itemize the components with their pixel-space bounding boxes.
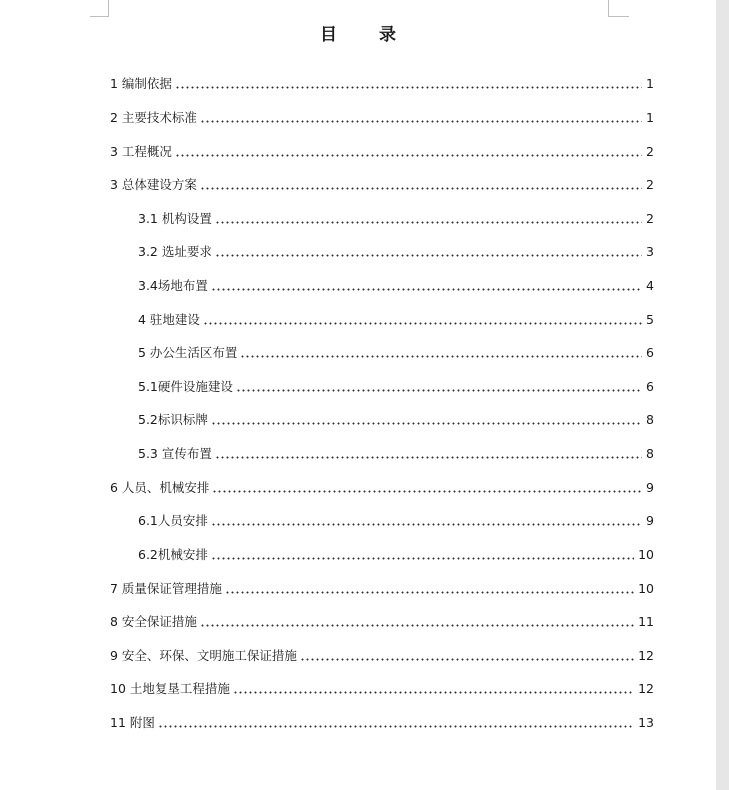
toc-leader-dots (200, 187, 642, 190)
toc-entry-label: 10 土地复垦工程措施 (110, 681, 230, 696)
toc-entry-page: 12 (638, 681, 654, 696)
toc-leader-dots (211, 422, 642, 425)
toc-entry-label: 7 质量保证管理措施 (110, 581, 222, 596)
toc-entry-page: 2 (646, 177, 654, 192)
toc-entry[interactable] (138, 444, 654, 464)
toc-leader-dots (211, 523, 642, 526)
toc-entry-page: 13 (638, 715, 654, 730)
toc-entry[interactable] (138, 511, 654, 531)
toc-entry-label: 4 驻地建设 (138, 312, 200, 327)
toc-entry-label: 3 总体建设方案 (110, 177, 197, 192)
toc-entry[interactable] (138, 545, 654, 565)
toc-entry-label: 9 安全、环保、文明施工保证措施 (110, 648, 297, 663)
margin-corner-mark-right (608, 0, 629, 17)
toc-entry[interactable] (138, 242, 654, 262)
toc-leader-dots (240, 355, 642, 358)
toc-entry-label: 1 编制依据 (110, 76, 172, 91)
toc-entry-label: 3.1 机构设置 (138, 211, 212, 226)
toc-entry[interactable] (138, 410, 654, 430)
toc-entry-label: 3 工程概况 (110, 144, 172, 159)
toc-entry-label: 6 人员、机械安排 (110, 480, 210, 495)
toc-entry-page: 11 (638, 614, 654, 629)
toc-entry[interactable] (138, 276, 654, 296)
toc-entry-label: 11 附图 (110, 715, 155, 730)
toc-entry[interactable] (110, 679, 654, 699)
toc-leader-dots (236, 389, 642, 392)
toc-entry[interactable] (110, 612, 654, 632)
toc-entry[interactable] (110, 478, 654, 498)
toc-entry-page: 1 (646, 110, 654, 125)
toc-entry-page: 10 (638, 547, 654, 562)
toc-leader-dots (203, 322, 642, 325)
toc-entry-page: 4 (646, 278, 654, 293)
toc-entry-label: 2 主要技术标准 (110, 110, 197, 125)
toc-leader-dots (215, 456, 642, 459)
toc-leader-dots (211, 557, 634, 560)
toc-entry-label: 3.4场地布置 (138, 278, 208, 293)
toc-leader-dots (211, 288, 642, 291)
toc-entry-page: 10 (638, 581, 654, 596)
margin-corner-mark-left (90, 0, 109, 17)
toc-leader-dots (200, 624, 634, 627)
toc-entry-page: 8 (646, 412, 654, 427)
toc-entry[interactable] (138, 377, 654, 397)
toc-leader-dots (300, 658, 634, 661)
toc-entry-page: 9 (646, 513, 654, 528)
toc-entry-page: 2 (646, 211, 654, 226)
toc-leader-dots (175, 154, 642, 157)
toc-entry-label: 5.3 宣传布置 (138, 446, 212, 461)
toc-entry-page: 3 (646, 244, 654, 259)
toc-entry[interactable] (110, 646, 654, 666)
window-side-gutter (716, 0, 729, 790)
toc-leader-dots (215, 221, 642, 224)
toc-entry-label: 5.2标识标牌 (138, 412, 208, 427)
toc-entry-page: 1 (646, 76, 654, 91)
toc-entry-page: 8 (646, 446, 654, 461)
toc-leader-dots (200, 120, 642, 123)
toc-entry-page: 5 (646, 312, 654, 327)
toc-entry[interactable] (138, 209, 654, 229)
toc-leader-dots (175, 86, 642, 89)
toc-leader-dots (233, 691, 634, 694)
toc-entry-page: 6 (646, 345, 654, 360)
toc-entry[interactable] (110, 713, 654, 733)
toc-entry-label: 6.1人员安排 (138, 513, 208, 528)
toc-entry-page: 2 (646, 144, 654, 159)
toc-leader-dots (158, 725, 634, 728)
toc-entry-label: 5.1硬件设施建设 (138, 379, 233, 394)
toc-entry[interactable] (110, 74, 654, 94)
toc-entry[interactable] (110, 108, 654, 128)
toc-entry-label: 6.2机械安排 (138, 547, 208, 562)
toc-entry-label: 5 办公生活区布置 (138, 345, 238, 360)
toc-leader-dots (212, 490, 642, 493)
toc-entry[interactable] (138, 343, 654, 363)
toc-entry[interactable] (110, 142, 654, 162)
toc-entry[interactable] (110, 579, 654, 599)
toc-leader-dots (225, 591, 634, 594)
toc-leader-dots (215, 254, 642, 257)
toc-entry-page: 12 (638, 648, 654, 663)
toc-entry-label: 3.2 选址要求 (138, 244, 212, 259)
toc-entry-page: 9 (646, 480, 654, 495)
toc-entry-page: 6 (646, 379, 654, 394)
toc-entry[interactable] (138, 310, 654, 330)
toc-entry[interactable] (110, 175, 654, 195)
toc-title: 目 录 (320, 25, 414, 45)
toc-entry-label: 8 安全保证措施 (110, 614, 197, 629)
